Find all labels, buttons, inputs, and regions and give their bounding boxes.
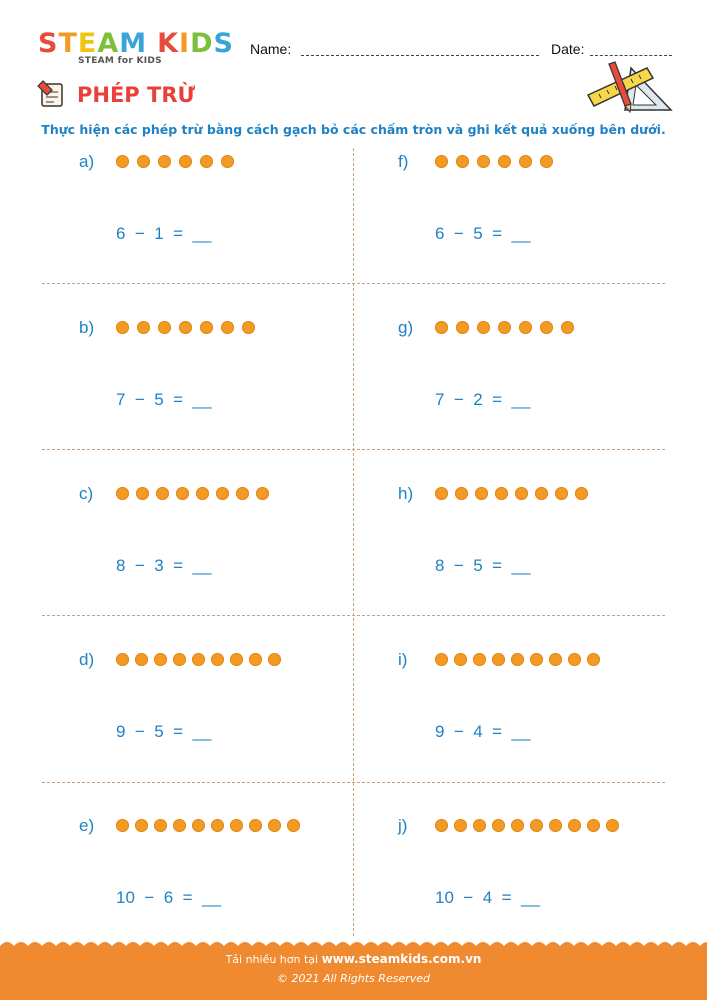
counting-dot[interactable] <box>200 321 213 334</box>
logo-letter <box>147 30 157 58</box>
counting-dot[interactable] <box>242 321 255 334</box>
counting-dot[interactable] <box>116 487 129 500</box>
counting-dot[interactable] <box>154 653 167 666</box>
counting-dot[interactable] <box>587 653 600 666</box>
counting-dot[interactable] <box>435 155 448 168</box>
dot-row <box>116 819 306 832</box>
counting-dot[interactable] <box>454 819 467 832</box>
counting-dot[interactable] <box>249 819 262 832</box>
worksheet-pencil-icon <box>36 80 66 108</box>
subtraction-equation: 9 − 5 = __ <box>116 722 212 741</box>
counting-dot[interactable] <box>221 321 234 334</box>
counting-dot[interactable] <box>568 653 581 666</box>
counting-dot[interactable] <box>230 653 243 666</box>
counting-dot[interactable] <box>192 819 205 832</box>
counting-dot[interactable] <box>236 487 249 500</box>
counting-dot[interactable] <box>473 653 486 666</box>
counting-dot[interactable] <box>137 155 150 168</box>
counting-dot[interactable] <box>200 155 213 168</box>
counting-dot[interactable] <box>179 155 192 168</box>
problem-cell <box>361 644 661 810</box>
counting-dot[interactable] <box>561 321 574 334</box>
logo-letter: T <box>58 28 78 59</box>
counting-dot[interactable] <box>256 487 269 500</box>
dot-row <box>435 321 582 334</box>
footer-site-link[interactable]: www.steamkids.com.vn <box>321 952 482 966</box>
counting-dot[interactable] <box>519 155 532 168</box>
logo-letter: M <box>119 28 148 59</box>
dot-row <box>435 653 606 666</box>
counting-dot[interactable] <box>435 321 448 334</box>
counting-dot[interactable] <box>116 321 129 334</box>
problem-cell <box>361 478 661 644</box>
problem-letter: h) <box>398 484 414 503</box>
counting-dot[interactable] <box>587 819 600 832</box>
dot-row <box>116 653 287 666</box>
counting-dot[interactable] <box>136 487 149 500</box>
footer-prefix: Tải nhiều hơn tại <box>225 953 322 966</box>
counting-dot[interactable] <box>211 819 224 832</box>
counting-dot[interactable] <box>179 321 192 334</box>
subtraction-equation: 8 − 5 = __ <box>435 556 531 575</box>
subtraction-equation: 8 − 3 = __ <box>116 556 212 575</box>
steam-kids-logo <box>38 30 238 70</box>
logo-letter: I <box>179 28 191 59</box>
counting-dot[interactable] <box>154 819 167 832</box>
problem-letter: j) <box>398 816 408 835</box>
name-field[interactable] <box>301 55 539 56</box>
subtraction-equation: 6 − 5 = __ <box>435 224 531 243</box>
dot-row <box>435 487 595 500</box>
counting-dot[interactable] <box>549 653 562 666</box>
counting-dot[interactable] <box>515 487 528 500</box>
counting-dot[interactable] <box>435 487 448 500</box>
logo-letter: S <box>213 28 234 59</box>
counting-dot[interactable] <box>492 653 505 666</box>
problem-cell <box>42 478 342 644</box>
counting-dot[interactable] <box>477 321 490 334</box>
dot-row <box>116 487 276 500</box>
counting-dot[interactable] <box>530 653 543 666</box>
problem-cell <box>42 146 342 312</box>
counting-dot[interactable] <box>116 653 129 666</box>
logo-letter: A <box>97 28 120 59</box>
dot-row <box>435 819 625 832</box>
date-label: Date: <box>551 41 585 57</box>
subtraction-equation: 10 − 4 = __ <box>435 888 540 907</box>
dot-row <box>116 155 242 168</box>
counting-dot[interactable] <box>456 321 469 334</box>
counting-dot[interactable] <box>495 487 508 500</box>
dot-row <box>435 155 561 168</box>
logo-letter: S <box>38 28 59 59</box>
subtraction-equation: 7 − 5 = __ <box>116 390 212 409</box>
counting-dot[interactable] <box>216 487 229 500</box>
footer-download-text <box>0 952 707 966</box>
counting-dot[interactable] <box>156 487 169 500</box>
counting-dot[interactable] <box>221 155 234 168</box>
instruction-text: Thực hiện các phép trừ bằng cách gạch bỏ các chấm tròn và ghi kết quả xuống bên dưới. <box>41 122 666 137</box>
counting-dot[interactable] <box>268 819 281 832</box>
counting-dot[interactable] <box>530 819 543 832</box>
counting-dot[interactable] <box>519 321 532 334</box>
logo-letter: E <box>77 28 98 59</box>
name-label: Name: <box>250 41 292 57</box>
counting-dot[interactable] <box>173 819 186 832</box>
counting-dot[interactable] <box>173 653 186 666</box>
counting-dot[interactable] <box>211 653 224 666</box>
counting-dot[interactable] <box>435 819 448 832</box>
problem-letter: f) <box>398 152 409 171</box>
logo-wordmark <box>38 30 238 58</box>
date-field[interactable] <box>590 55 672 56</box>
counting-dot[interactable] <box>540 155 553 168</box>
page-title: PHÉP TRỪ <box>77 83 196 107</box>
counting-dot[interactable] <box>192 653 205 666</box>
counting-dot[interactable] <box>492 819 505 832</box>
counting-dot[interactable] <box>535 487 548 500</box>
counting-dot[interactable] <box>287 819 300 832</box>
counting-dot[interactable] <box>568 819 581 832</box>
counting-dot[interactable] <box>158 321 171 334</box>
counting-dot[interactable] <box>475 487 488 500</box>
logo-letter: K <box>157 28 180 59</box>
counting-dot[interactable] <box>135 819 148 832</box>
problem-letter: c) <box>79 484 94 503</box>
counting-dot[interactable] <box>473 819 486 832</box>
subtraction-equation: 10 − 6 = __ <box>116 888 221 907</box>
counting-dot[interactable] <box>454 653 467 666</box>
logo-subtitle: STEAM for KIDS <box>78 56 162 66</box>
counting-dot[interactable] <box>158 155 171 168</box>
problem-letter: g) <box>398 318 414 337</box>
problem-cell <box>361 146 661 312</box>
counting-dot[interactable] <box>455 487 468 500</box>
problem-letter: e) <box>79 816 95 835</box>
counting-dot[interactable] <box>249 653 262 666</box>
problem-cell <box>42 644 342 810</box>
counting-dot[interactable] <box>135 653 148 666</box>
problem-letter: d) <box>79 650 95 669</box>
counting-dot[interactable] <box>575 487 588 500</box>
subtraction-equation: 7 − 2 = __ <box>435 390 531 409</box>
counting-dot[interactable] <box>549 819 562 832</box>
counting-dot[interactable] <box>176 487 189 500</box>
counting-dot[interactable] <box>435 653 448 666</box>
dot-row <box>116 321 263 334</box>
counting-dot[interactable] <box>116 819 129 832</box>
footer-copyright: © 2021 All Rights Reserved <box>276 972 430 985</box>
problem-letter: b) <box>79 318 95 337</box>
counting-dot[interactable] <box>511 653 524 666</box>
counting-dot[interactable] <box>540 321 553 334</box>
counting-dot[interactable] <box>196 487 209 500</box>
problem-letter: a) <box>79 152 95 171</box>
subtraction-equation: 6 − 1 = __ <box>116 224 212 243</box>
counting-dot[interactable] <box>555 487 568 500</box>
problem-letter: i) <box>398 650 408 669</box>
column-divider <box>353 148 354 936</box>
ruler-triangle-icon <box>585 60 675 115</box>
counting-dot[interactable] <box>456 155 469 168</box>
counting-dot[interactable] <box>606 819 619 832</box>
problem-cell <box>42 312 342 478</box>
counting-dot[interactable] <box>477 155 490 168</box>
counting-dot[interactable] <box>511 819 524 832</box>
counting-dot[interactable] <box>116 155 129 168</box>
problem-cell <box>361 312 661 478</box>
counting-dot[interactable] <box>137 321 150 334</box>
counting-dot[interactable] <box>498 321 511 334</box>
logo-letter: D <box>190 28 214 59</box>
counting-dot[interactable] <box>498 155 511 168</box>
counting-dot[interactable] <box>230 819 243 832</box>
counting-dot[interactable] <box>268 653 281 666</box>
subtraction-equation: 9 − 4 = __ <box>435 722 531 741</box>
